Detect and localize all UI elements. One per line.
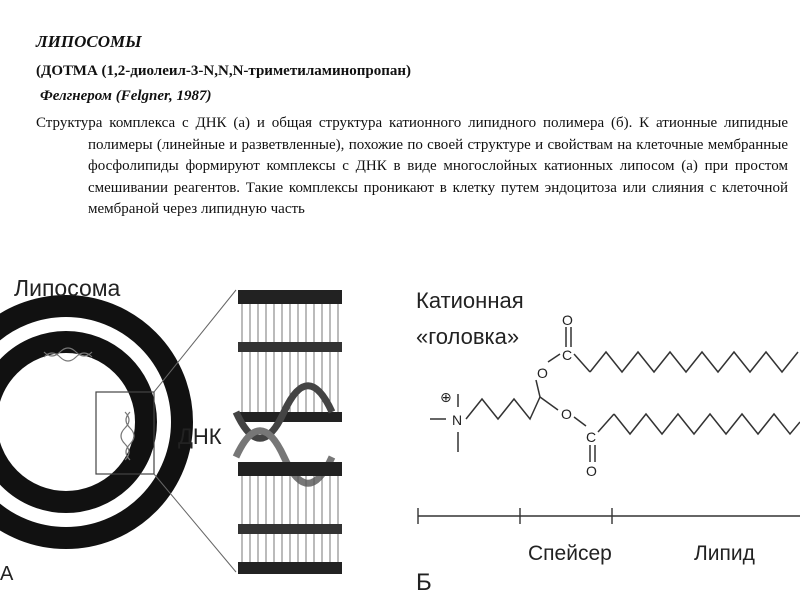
charge-symbol: ⊕ [440, 389, 452, 405]
author-credit: Фелгнером (Felgner, 1987) [40, 88, 212, 104]
oxygen-atom-upper-carbonyl: O [562, 312, 573, 328]
oxygen-atom-upper-ester: O [537, 365, 548, 381]
page-title: ЛИПОСОМЫ [36, 32, 142, 51]
lipid-label: Липид [694, 542, 755, 565]
carbon-atom-upper: C [562, 347, 573, 363]
compound-name: (ДОТМА (1,2-диолеил-3-N,N,N-триметиламинопропан) [36, 63, 412, 79]
section-axis [418, 508, 800, 524]
liposome-label: Липосома [14, 275, 121, 301]
text-block [36, 32, 788, 221]
cationic-label-line2: «головка» [416, 324, 520, 349]
oxygen-atom-lower-carbonyl: O [586, 463, 597, 479]
carbon-atom-lower: C [586, 429, 597, 445]
lipid-bilayer-bottom [238, 462, 342, 574]
description-paragraph: Структура комплекса с ДНК (а) и общая структура катионного липидного полимера (б). К атионные липидные полимеры (линейные и разветвленные), похожие по своей структуре и свойствам на клеточные мембранные фосфолипиды формируют комплексы с ДНК в виде многослойных катионных липосом (а) при простом смешивании реагентов. Такие комплексы проникают в клетку путем эндоцитоза или слияния с клеточной мембраной через липидную часть [36, 115, 788, 217]
oxygen-atom-lower-ester: O [561, 406, 572, 422]
spacer-label: Спейсер [528, 542, 612, 565]
liposome-figure [0, 262, 800, 600]
cationic-label-line1: Катионная [416, 288, 524, 313]
dna-label: ДНК [178, 424, 222, 449]
panel-a-label: А [0, 563, 14, 585]
panel-b-label: Б [416, 569, 432, 596]
nitrogen-atom: N [452, 412, 463, 428]
